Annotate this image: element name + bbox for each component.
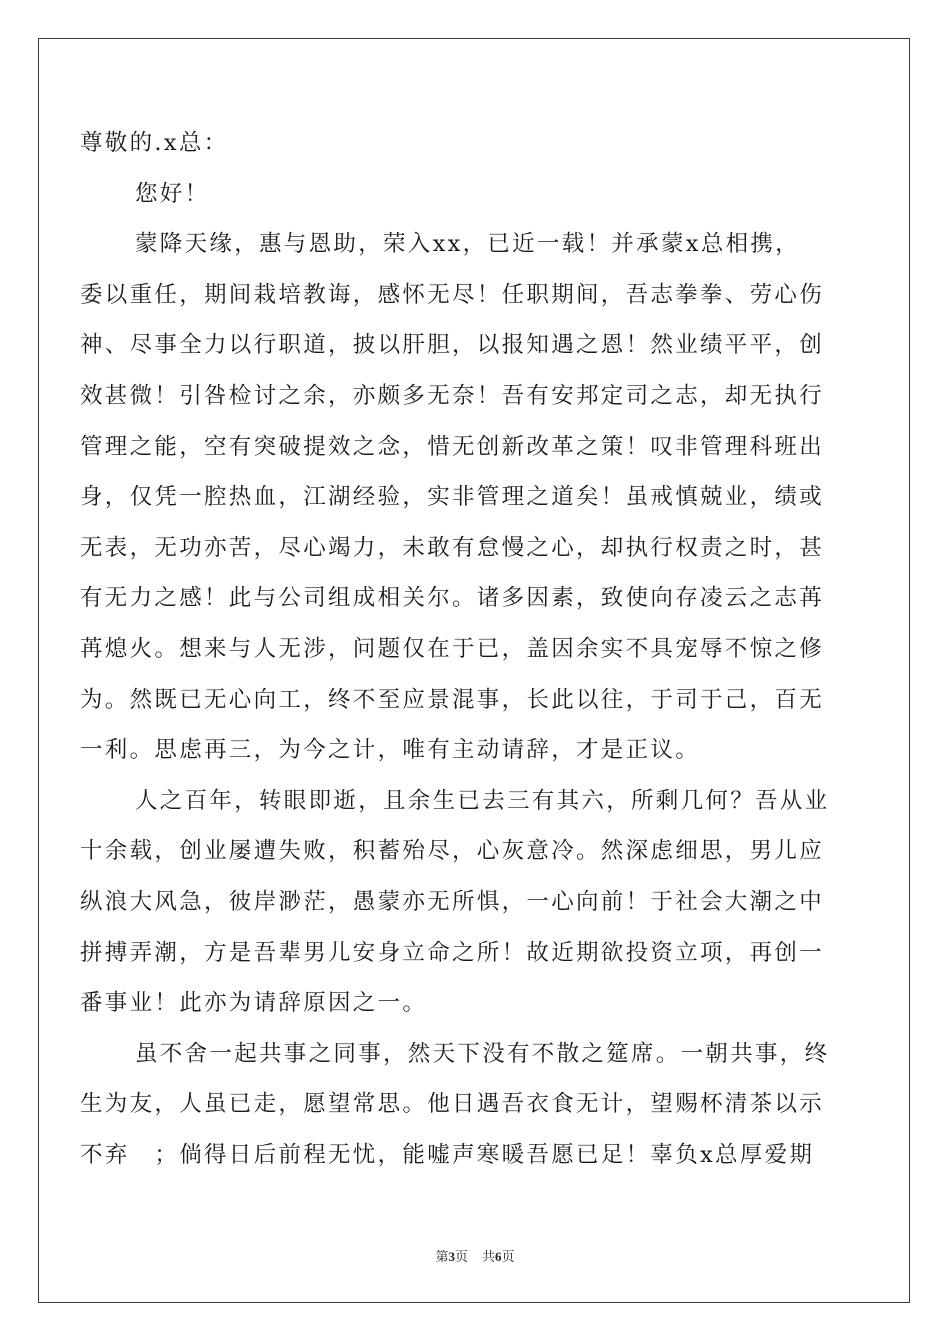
footer-total-prefix: 共	[482, 1249, 496, 1264]
paragraph-1-line: 蒙降天缘，惠与恩助，荣入xx，已近一载！并承蒙x总相携，	[135, 231, 800, 258]
footer-total-suffix: 页	[501, 1249, 515, 1264]
paragraph-2-line: 番事业！此亦为请辞原因之一。	[80, 990, 428, 1017]
paragraph-1-line: 神、尽事全力以行职道，披以肝胆，以报知遇之恩！然业绩平平，创	[80, 332, 825, 359]
total-page-number: 6	[495, 1249, 502, 1264]
paragraph-3-line: 不弃 ；倘得日后前程无忧，能嘘声寒暖吾愿已足！辜负x总厚爱期	[80, 1141, 815, 1168]
paragraph-2-line: 纵浪大风急，彼岸渺茫，愚蒙亦无所惧，一心向前！于社会大潮之中	[80, 888, 825, 915]
paragraph-1-line: 委以重任，期间栽培教诲，感怀无尽！任职期间，吾志拳拳、劳心伤	[80, 281, 825, 308]
salutation: 您好！	[135, 180, 210, 207]
paragraph-1-line: 效甚微！引咎检讨之余，亦颇多无奈！吾有安邦定司之志，却无执行	[80, 382, 825, 409]
paragraph-2-line: 人之百年，转眼即逝，且余生已去三有其六，所剩几何？吾从业	[135, 787, 830, 814]
paragraph-3-line: 虽不舍一起共事之同事，然天下没有不散之筵席。一朝共事，终	[135, 1040, 830, 1067]
paragraph-1-line: 无表，无功亦苦，尽心竭力，未敢有怠慢之心，却执行权责之时，甚	[80, 534, 825, 561]
footer-page-word: 页	[454, 1249, 468, 1264]
page-number-footer	[0, 1246, 950, 1265]
current-page-number: 3	[448, 1249, 455, 1264]
paragraph-2-line: 拼搏弄潮，方是吾辈男儿安身立命之所！故近期欲投资立项，再创一	[80, 939, 825, 966]
paragraph-1-line: 身，仅凭一腔热血，江湖经验，实非管理之道矣！虽戒慎兢业，绩或	[80, 484, 825, 511]
paragraph-2-line: 十余载，创业屡遭失败，积蓄殆尽，心灰意冷。然深虑细思，男儿应	[80, 838, 825, 865]
footer-prefix: 第	[435, 1249, 449, 1264]
paragraph-1-line: 有无力之感！此与公司组成相关尔。诸多因素，致使向存凌云之志苒	[80, 585, 825, 612]
letter-body	[80, 118, 872, 1180]
paragraph-1-line: 一利。思虑再三，为今之计，唯有主动请辞，才是正议。	[80, 737, 701, 764]
paragraph-1-line: 为。然既已无心向工，终不至应景混事，长此以往，于司于己，百无	[80, 686, 825, 713]
greeting: 尊敬的.x总：	[80, 130, 229, 156]
paragraph-1-line: 苒熄火。想来与人无涉，问题仅在于已，盖因余实不具宠辱不惊之修	[80, 635, 825, 662]
paragraph-3-line: 生为友，人虽已走，愿望常思。他日遇吾衣食无计，望赐杯清茶以示	[80, 1091, 825, 1118]
paragraph-1-line: 管理之能，空有突破提效之念，惜无创新改革之策！叹非管理科班出	[80, 433, 825, 460]
